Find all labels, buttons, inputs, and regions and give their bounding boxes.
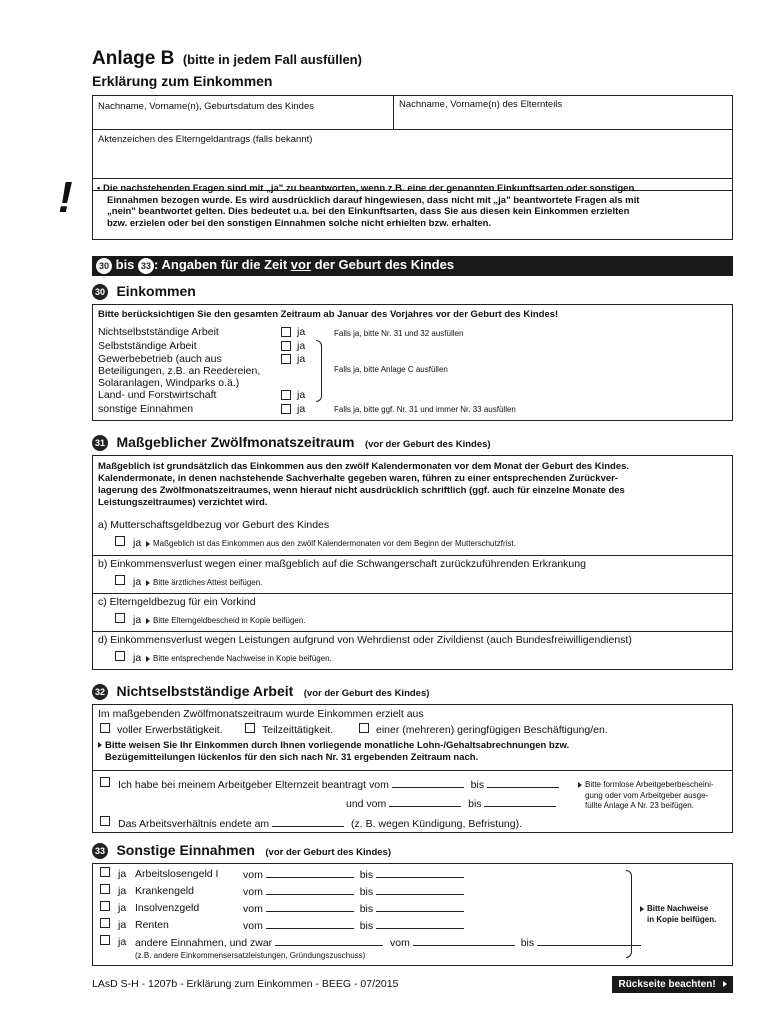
arrow-right-icon xyxy=(578,782,582,788)
period-item-checkbox[interactable] xyxy=(115,536,125,546)
leave-to-field[interactable] xyxy=(487,778,559,788)
parental-leave-checkbox[interactable] xyxy=(100,777,110,787)
income-checkbox[interactable] xyxy=(281,341,291,351)
leave-from-field[interactable] xyxy=(392,778,464,788)
section-number: 33 xyxy=(92,843,108,859)
banner-bis: bis xyxy=(115,257,135,272)
divider xyxy=(92,129,733,130)
arrow-right-icon xyxy=(98,742,102,748)
banner-text-end: der Geburt des Kindes xyxy=(311,257,455,272)
period-item-label: c) Elterngeldbezug für ein Vorkind xyxy=(98,596,256,608)
ja-label: ja xyxy=(133,652,142,664)
ja-label: ja xyxy=(118,902,127,914)
arrow-right-icon xyxy=(640,906,644,912)
reference-number-field[interactable]: Aktenzeichen des Elterngeldantrags (falls bekannt) xyxy=(98,134,313,145)
parent-name-field[interactable]: Nachname, Vorname(n) des Elternteils xyxy=(399,99,563,110)
banner-text-emphasis: vor xyxy=(290,257,312,272)
income-checkbox[interactable] xyxy=(281,327,291,337)
section-number: 32 xyxy=(92,684,108,700)
part-time-checkbox[interactable] xyxy=(245,723,255,733)
period-item-checkbox[interactable] xyxy=(115,651,125,661)
ja-label: ja xyxy=(297,340,306,352)
section-title: Maßgeblicher Zwölfmonatszeitraum xyxy=(116,434,355,450)
income-note: Falls ja, bitte Nr. 31 und 32 ausfüllen xyxy=(334,329,464,338)
full-time-checkbox[interactable] xyxy=(100,723,110,733)
leave-to-field-2[interactable] xyxy=(484,797,556,807)
section-31-heading xyxy=(92,434,491,452)
date-to-field[interactable] xyxy=(376,902,464,912)
other-income-period: vom bis xyxy=(243,885,464,898)
banner-number-to: 33 xyxy=(138,258,154,274)
period-item-label: b) Einkommensverlust wegen einer maßgeblich auf die Schwangerschaft zurückzuführenden Erkrankung xyxy=(98,558,586,570)
banner-text: : Angaben für die Zeit xyxy=(154,257,291,272)
divider xyxy=(92,593,733,594)
ja-label: ja xyxy=(118,885,127,897)
reference-period-intro: Maßgeblich ist grundsätzlich das Einkommen aus den zwölf Kalendermonaten vor dem Monat der Geburt des Kindes. Kalendermonate, in denen nachstehende Sachverhalte gegeben waren, führen zu einer entsprechenden Zurückver- lagerung des Zwölfmonatszeitraumes, wenn hierauf nicht ausdrücklich schriftlich (ggf. auch für einzelne Monate des Leistungszeitraumes) verzichtet wird. xyxy=(98,461,630,508)
employment-ended-row: Das Arbeitsverhältnis endete am (z. B. wegen Kündigung, Befristung). xyxy=(118,818,523,830)
page-title-note: (bitte in jedem Fall ausfüllen) xyxy=(182,52,362,67)
see-overleaf-badge: Rückseite beachten! xyxy=(612,976,733,993)
brace-icon xyxy=(626,870,632,958)
notice-text: • Die nachstehenden Fragen sind mit „ja" zu beantworten, wenn z.B. eine der genannten Einkunftsarten oder sonstigen Einnahmen bezogen wurde. Es wird ausdrücklich darauf hingewiesen, dass nicht mit „ja" beantwortete Fragen als mit „nein" beantwortet gelten. Dies bedeutet u.a. bei den Einkunftsarten, dass Sie aus diesen kein Einkommen erzielten bzw. erzielen oder bei den sonstigen Einnahmen solche nicht erhielten bzw. erhalten. xyxy=(97,183,640,229)
section-banner xyxy=(92,256,733,276)
other-income-checkbox[interactable] xyxy=(100,867,110,877)
divider xyxy=(393,95,394,129)
arrow-right-icon xyxy=(146,618,150,624)
ja-label: ja xyxy=(118,936,127,948)
employment-end-date-field[interactable] xyxy=(272,817,344,827)
page-title-block xyxy=(92,48,362,70)
income-instruction: Bitte berücksichtigen Sie den gesamten Zeitraum ab Januar des Vorjahres vor der Geburt des Kindes! xyxy=(98,309,559,320)
date-to-field[interactable] xyxy=(376,885,464,895)
other-income-period: vom bis xyxy=(243,868,464,881)
employment-ended-checkbox[interactable] xyxy=(100,816,110,826)
income-label: Nichtselbstständige Arbeit xyxy=(98,326,219,338)
ja-label: ja xyxy=(297,353,306,365)
proof-note: Bitte Nachweise in Kopie beifügen. xyxy=(640,904,716,925)
other-income-checkbox[interactable] xyxy=(100,901,110,911)
period-item-note: Bitte ärztliches Attest beifügen. xyxy=(146,578,262,587)
income-checkbox[interactable] xyxy=(281,390,291,400)
section-title: Sonstige Einnahmen xyxy=(116,842,255,858)
ja-label: ja xyxy=(118,919,127,931)
arrow-right-icon xyxy=(723,981,727,987)
income-label: Gewerbebetrieb (auch aus Beteiligungen, z.B. an Reedereien, Solaranlagen, Windparks o.ä.) xyxy=(98,353,261,389)
period-item-label: a) Mutterschaftsgeldbezug vor Geburt des Kindes xyxy=(98,519,330,531)
other-income-checkbox[interactable] xyxy=(100,918,110,928)
section-33-heading xyxy=(92,842,391,860)
section-title-note: (vor der Geburt des Kindes) xyxy=(303,688,430,699)
ja-label: ja xyxy=(133,614,142,626)
section-number: 30 xyxy=(92,284,108,300)
child-name-field[interactable]: Nachname, Vorname(n), Geburtsdatum des Kindes xyxy=(98,101,314,112)
leave-from-field-2[interactable] xyxy=(389,797,461,807)
other-income-period: vom bis xyxy=(243,919,464,932)
other-income-type-field[interactable] xyxy=(275,936,383,946)
section-30-heading xyxy=(92,283,196,301)
income-note: Falls ja, bitte Anlage C ausfüllen xyxy=(334,365,448,374)
employment-intro: Im maßgebenden Zwölfmonatszeitraum wurde Einkommen erzielt aus xyxy=(98,708,424,720)
date-to-field[interactable] xyxy=(376,919,464,929)
ja-label: ja xyxy=(133,576,142,588)
minor-employment-checkbox[interactable] xyxy=(359,723,369,733)
ja-label: ja xyxy=(297,326,306,338)
income-checkbox[interactable] xyxy=(281,404,291,414)
income-note: Falls ja, bitte ggf. Nr. 31 und immer Nr. 33 ausfüllen xyxy=(334,405,516,414)
part-time-label: Teilzeittätigkeit. xyxy=(262,724,334,736)
other-income-hint: (z.B. andere Einkommensersatzleistungen, Gründungszuschuss) xyxy=(135,951,366,960)
other-income-label: Renten xyxy=(135,919,169,931)
ja-label: ja xyxy=(118,868,127,880)
parental-leave-row: Ich habe bei meinem Arbeitgeber Elternzeit beantragt vom bis xyxy=(118,778,559,791)
date-from-field[interactable] xyxy=(266,919,354,929)
date-from-field[interactable] xyxy=(266,902,354,912)
income-checkbox[interactable] xyxy=(281,354,291,364)
other-income-checkbox[interactable] xyxy=(100,884,110,894)
section-title: Nichtselbstständige Arbeit xyxy=(116,683,294,699)
date-from-field[interactable] xyxy=(266,868,354,878)
minor-employment-label: einer (mehreren) geringfügigen Beschäftigung/en. xyxy=(376,724,608,736)
ja-label: ja xyxy=(297,389,306,401)
exclamation-icon: ! xyxy=(58,173,73,222)
leave-note: Bitte formlose Arbeitgeberbescheini- gung oder vom Arbeitgeber ausge- füllte Anlage A Nr. 23 beifügen. xyxy=(578,780,714,812)
page-subtitle: Erklärung zum Einkommen xyxy=(92,73,273,89)
period-item-label: d) Einkommensverlust wegen Leistungen aufgrund von Wehrdienst oder Zivildienst (auch Bundesfreiwilligendienst) xyxy=(98,634,632,646)
ja-label: ja xyxy=(133,537,142,549)
section-title-note: (vor der Geburt des Kindes) xyxy=(364,439,491,450)
page-title: Anlage B xyxy=(92,48,175,69)
period-item-note: Maßgeblich ist das Einkommen aus den zwölf Kalendermonaten vor dem Beginn der Mutterschutzfrist. xyxy=(146,539,516,548)
date-to-field[interactable] xyxy=(376,868,464,878)
period-item-note: Bitte Elterngeldbescheid in Kopie beifügen. xyxy=(146,616,306,625)
date-from-field[interactable] xyxy=(413,936,515,946)
brace-icon xyxy=(316,340,322,402)
income-label: Land- und Forstwirtschaft xyxy=(98,389,217,401)
full-time-label: voller Erwerbstätigkeit. xyxy=(117,724,223,736)
other-income-label: Insolvenzgeld xyxy=(135,902,200,914)
period-item-note: Bitte entsprechende Nachweise in Kopie beifügen. xyxy=(146,654,332,663)
arrow-right-icon xyxy=(146,580,150,586)
period-item-checkbox[interactable] xyxy=(115,575,125,585)
period-item-checkbox[interactable] xyxy=(115,613,125,623)
other-income-label: andere Einnahmen, und zwar vom bis xyxy=(135,936,641,949)
other-income-label: Krankengeld xyxy=(135,885,194,897)
section-title: Einkommen xyxy=(116,283,196,299)
section-32-heading xyxy=(92,683,429,701)
ja-label: ja xyxy=(297,403,306,415)
other-income-period: vom bis xyxy=(243,902,464,915)
banner-number-from: 30 xyxy=(96,258,112,274)
other-income-checkbox[interactable] xyxy=(100,935,110,945)
arrow-right-icon xyxy=(146,541,150,547)
income-label: Selbstständige Arbeit xyxy=(98,340,197,352)
parental-leave-row-2: und vom bis xyxy=(346,797,556,810)
section-title-note: (vor der Geburt des Kindes) xyxy=(265,847,392,858)
divider xyxy=(92,770,733,771)
section-number: 31 xyxy=(92,435,108,451)
divider xyxy=(92,555,733,556)
employment-instruction: Bitte weisen Sie Ihr Einkommen durch Ihnen vorliegende monatliche Lohn-/Gehaltsabrechnungen bzw. Bezügemitteilungen lückenlos für den sich nach Nr. 31 ergebenden Zeitraum nach. xyxy=(98,740,569,764)
divider xyxy=(92,631,733,632)
income-label: sonstige Einnahmen xyxy=(98,403,194,415)
arrow-right-icon xyxy=(146,656,150,662)
form-identifier: LAsD S-H - 1207b - Erklärung zum Einkommen - BEEG - 07/2015 xyxy=(92,978,399,990)
date-from-field[interactable] xyxy=(266,885,354,895)
other-income-label: Arbeitslosengeld I xyxy=(135,868,219,880)
